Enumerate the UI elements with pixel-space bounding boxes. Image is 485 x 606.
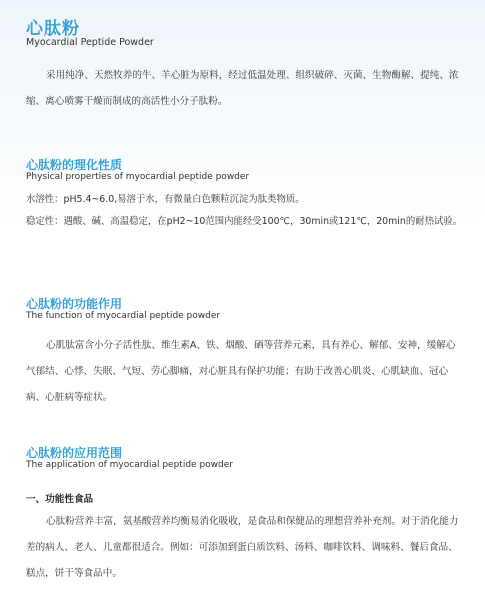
physical-row-stability <box>26 211 466 233</box>
physical-section-subtitle: Physical properties of myocardial peptide powder <box>26 172 250 182</box>
application-section-subtitle: The application of myocardial peptide powder <box>26 460 233 470</box>
intro-paragraph: 采用纯净、天然牧养的牛、羊心脏为原料，经过低温处理、组织破碎、灭菌、生物酶解、提纯、浓缩、离心喷雾干燥而制成的高活性小分子肽粉。 <box>26 70 459 107</box>
row-label: 稳定性： <box>26 216 64 227</box>
application-section-title: 心肽粉的应用范围 <box>26 446 123 460</box>
page-subtitle: Myocardial Peptide Powder <box>26 37 154 48</box>
page-title: 心肽粉 <box>26 19 80 39</box>
row-text: 遇酸、碱、高温稳定，在pH2~10范围内能经受100℃，30min或121℃，20min的耐热试验。 <box>63 216 463 227</box>
function-section-subtitle: The function of myocardial peptide powder <box>26 311 221 321</box>
row-text: pH5.4~6.0,易溶于水，有微量白色颗粒沉淀为肽类物质。 <box>63 194 305 205</box>
physical-section-title: 心肽粉的理化性质 <box>26 158 123 172</box>
physical-row-solubility <box>26 189 466 211</box>
row-label: 水溶性： <box>26 194 64 205</box>
application-paragraph: 心肽粉营养丰富，氨基酸营养均衡易消化吸收，是食品和保健品的理想营养补充剂。对于消化能力差的病人、老人、儿童都很适合。例如：可添加到蛋白质饮料、汤料、咖啡饮料、调味料、餐后食品、糕点，饼干等食品中。 <box>26 516 459 579</box>
function-section-title: 心肽粉的功能作用 <box>26 297 123 311</box>
function-paragraph: 心肌肽富含小分子活性肽、维生素A、铁、烟酸、硒等营养元素，具有养心、解郁、安神，缓解心气郁结、心悸、失眠、气短、劳心脚痛，对心脏具有保护功能；有助于改善心肌炎、心肌缺血、冠心病、心脏病等症状。 <box>26 340 456 403</box>
application-subhead: 一、功能性食品 <box>26 494 94 505</box>
